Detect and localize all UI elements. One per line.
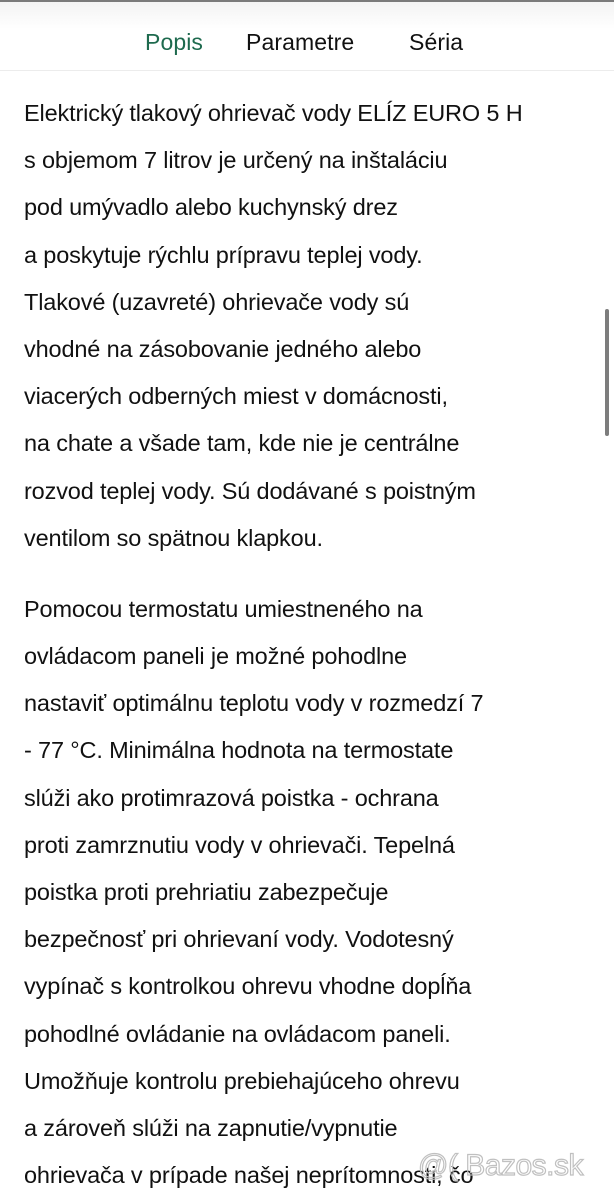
text-line: na chate a všade tam, kde nie je centrálne [24, 430, 460, 457]
text-line: pod umývadlo alebo kuchynský drez [24, 194, 398, 221]
text-line: viacerých odberných miest v domácnosti, [24, 383, 448, 410]
text-line: Elektrický tlakový ohrievač vody ELÍZ EURO 5 H [24, 100, 523, 126]
text-line: ohrievača v prípade našej neprítomnosti, čo [24, 1162, 474, 1189]
text-line: bezpečnosť pri ohrievaní vody. Vodotesný [24, 926, 454, 953]
text-line: Tlakové (uzavreté) ohrievače vody sú [24, 288, 410, 315]
description-content [24, 90, 599, 1199]
text-line: ventilom so spätnou klapkou. [24, 524, 323, 551]
text-line: Pomocou termostatu umiestneného na [24, 595, 423, 622]
tab-header [0, 2, 614, 71]
text-line: a poskytuje rýchlu prípravu teplej vody. [24, 241, 423, 268]
text-line: Umožňuje kontrolu prebiehajúceho ohrevu [24, 1067, 460, 1094]
text-line: s objemom 7 litrov je určený na inštaláciu [24, 147, 448, 174]
text-line: poistka proti prehriatiu zabezpečuje [24, 879, 389, 905]
text-line: ovládacom paneli je možné pohodlne [24, 643, 407, 670]
tab-seria[interactable]: Séria [409, 29, 464, 55]
tab-parametre[interactable]: Parametre [246, 29, 355, 55]
text-line: proti zamrznutiu vody v ohrievači. Tepelná [24, 831, 455, 858]
text-line: a zároveň slúži na zapnutie/vypnutie [24, 1114, 398, 1141]
text-line: rozvod teplej vody. Sú dodávané s poistným [24, 477, 476, 504]
description-paragraph-2 [24, 586, 599, 1199]
paragraph-spacer [24, 562, 599, 586]
text-line: - 77 °C. Minimálna hodnota na termostate [24, 737, 454, 764]
vertical-scrollbar[interactable] [605, 309, 609, 436]
text-line: slúži ako protimrazová poistka - ochrana [24, 784, 439, 811]
text-line: vypínač s kontrolkou ohrevu vhodne dopĺňa [24, 973, 472, 1000]
tab-bar [0, 2, 614, 70]
text-line: vhodné na zásobovanie jedného alebo [24, 335, 422, 362]
description-paragraph-1 [24, 90, 599, 562]
watermark-logo: @( Bazos.sk [418, 1149, 583, 1182]
tab-popis[interactable]: Popis [145, 29, 204, 55]
text-line: nastaviť optimálnu teplotu vody v rozmedzí 7 [24, 690, 484, 717]
text-line: pohodlné ovládanie na ovládacom paneli. [24, 1020, 451, 1047]
